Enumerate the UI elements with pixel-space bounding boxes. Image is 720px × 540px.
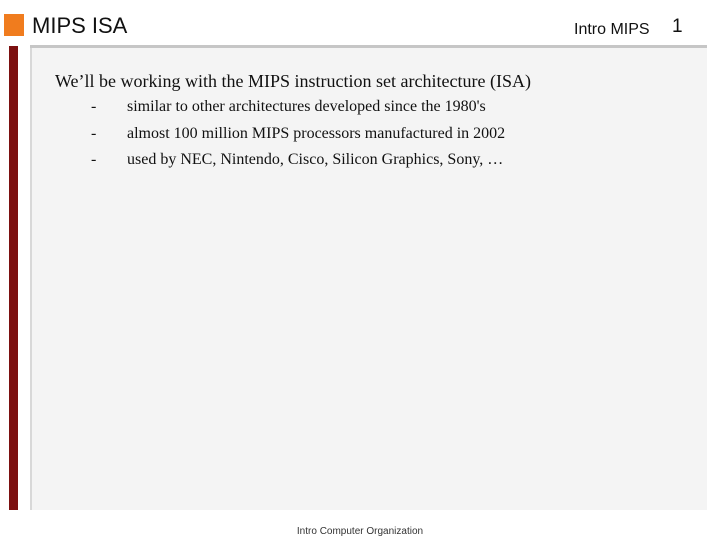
bullet-item [0, 151, 720, 178]
bullet-item [0, 98, 720, 125]
bullet-item [0, 125, 720, 152]
bullet-marker: - [91, 98, 97, 115]
bullet-text: used by NEC, Nintendo, Cisco, Silicon Graphics, Sony, … [127, 151, 504, 168]
bullet-text: similar to other architectures developed since the 1980's [127, 98, 486, 115]
footer-text: Intro Computer Organization [296, 526, 424, 537]
section-label: Intro MIPS [574, 21, 650, 38]
page-number: 1 [672, 16, 683, 37]
slide-title: MIPS ISA [32, 13, 128, 38]
intro-text: We’ll be working with the MIPS instruction set architecture (ISA) [55, 71, 531, 91]
bullet-marker: - [91, 124, 97, 142]
title-accent-square [4, 14, 24, 36]
bullet-marker: - [91, 151, 97, 168]
bullet-text: almost 100 million MIPS processors manufactured in 2002 [127, 124, 506, 142]
bullet-list [0, 98, 720, 178]
